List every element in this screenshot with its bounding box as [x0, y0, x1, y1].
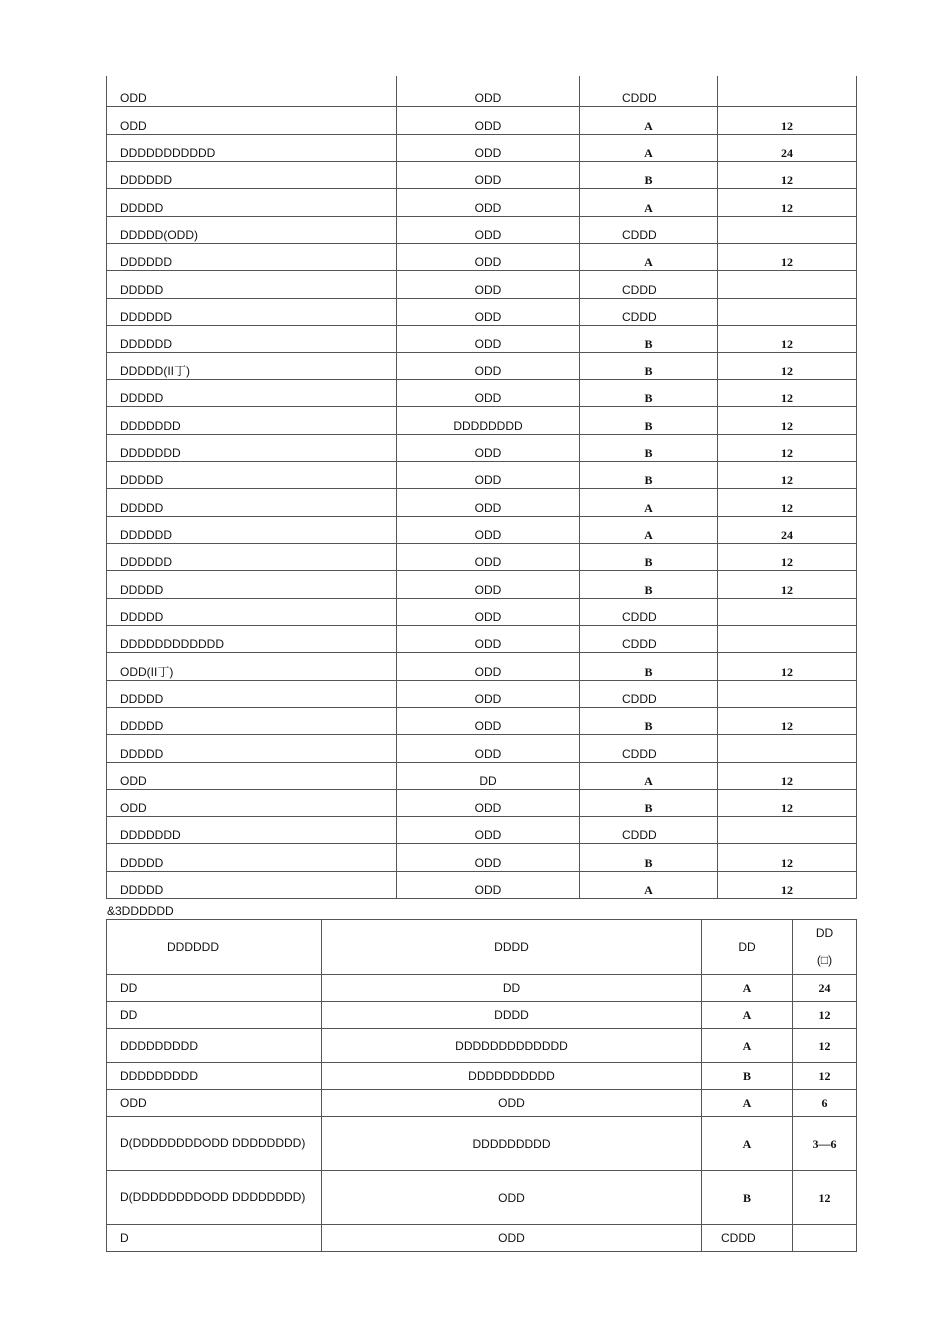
practice-level: CDDD [702, 1225, 793, 1252]
course-hours: 12 [718, 762, 857, 789]
course-name: DDDDDDD [107, 816, 397, 843]
course-hours: 12 [718, 843, 857, 871]
table-row [107, 298, 857, 325]
course-hours [718, 816, 857, 843]
course-hours: 12 [718, 434, 857, 461]
course-name: DDDDD [107, 680, 397, 707]
course-level: B [580, 161, 718, 188]
course-type: ODD [397, 188, 580, 216]
course-name: DDDDDD [107, 516, 397, 543]
table-row [107, 707, 857, 734]
practice-name: ODD [107, 1090, 322, 1117]
course-level: B [580, 461, 718, 488]
table-row [107, 488, 857, 516]
table-row [107, 652, 857, 680]
course-hours: 12 [718, 871, 857, 898]
practice-hours: 12 [793, 1002, 857, 1029]
table-row [107, 1225, 857, 1252]
table-row [107, 379, 857, 406]
course-type: ODD [397, 379, 580, 406]
course-level: CDDD [580, 298, 718, 325]
course-level: A [580, 243, 718, 270]
course-name: DDDDDDDDDDD [107, 134, 397, 161]
course-type: ODD [397, 734, 580, 762]
table-row [107, 1063, 857, 1090]
course-name: DDDDD [107, 707, 397, 734]
course-level: CDDD [580, 816, 718, 843]
header-name: DDDDDD [107, 920, 322, 975]
course-name: ODD [107, 76, 397, 106]
table-row [107, 76, 857, 106]
course-name: DDDDDD [107, 243, 397, 270]
practice-hours: 12 [793, 1171, 857, 1225]
course-type: ODD [397, 816, 580, 843]
course-hours [718, 680, 857, 707]
course-hours [718, 216, 857, 243]
course-type: ODD [397, 106, 580, 134]
course-type: ODD [397, 488, 580, 516]
course-name: DDDDD [107, 843, 397, 871]
practice-type: ODD [322, 1090, 702, 1117]
practice-level: A [702, 975, 793, 1002]
header-hours [793, 920, 857, 975]
table-row [107, 161, 857, 188]
table-row [107, 871, 857, 898]
course-type: ODD [397, 789, 580, 816]
course-level: B [580, 543, 718, 570]
course-name: ODD [107, 106, 397, 134]
course-name: DDDDD(II丁) [107, 352, 397, 379]
practice-type: ODD [322, 1171, 702, 1225]
table-row [107, 789, 857, 816]
course-name: DDDDDDDDDDDD [107, 625, 397, 652]
table-row [107, 216, 857, 243]
table-row [107, 434, 857, 461]
practice-hours: 6 [793, 1090, 857, 1117]
course-type: ODD [397, 161, 580, 188]
header-hours-line1: DD [815, 926, 834, 940]
practice-type: DDDD [322, 1002, 702, 1029]
course-level: CDDD [580, 734, 718, 762]
practice-type: DDDDDDDDD [322, 1117, 702, 1171]
practice-name: DD [107, 1002, 322, 1029]
course-table [106, 76, 857, 899]
course-hours [718, 598, 857, 625]
course-name: DDDDD(ODD) [107, 216, 397, 243]
course-name: ODD(II丁) [107, 652, 397, 680]
table-row [107, 325, 857, 352]
course-level: B [580, 434, 718, 461]
course-hours: 12 [718, 243, 857, 270]
course-name: DDDDD [107, 488, 397, 516]
course-type: ODD [397, 516, 580, 543]
course-level: A [580, 106, 718, 134]
course-type: ODD [397, 707, 580, 734]
practice-type: ODD [322, 1225, 702, 1252]
course-level: CDDD [580, 598, 718, 625]
course-hours: 12 [718, 570, 857, 598]
course-level: B [580, 843, 718, 871]
course-name: DDDDDD [107, 161, 397, 188]
practice-level: A [702, 1029, 793, 1063]
course-hours: 12 [718, 188, 857, 216]
table-row [107, 843, 857, 871]
course-level: B [580, 379, 718, 406]
course-name: ODD [107, 789, 397, 816]
practice-name: DDDDDDDDD [107, 1029, 322, 1063]
course-name: DDDDD [107, 570, 397, 598]
course-hours: 12 [718, 352, 857, 379]
course-level: B [580, 707, 718, 734]
table-row [107, 975, 857, 1002]
course-hours: 12 [718, 789, 857, 816]
table-row [107, 1090, 857, 1117]
header-hours-line2: (□) [816, 953, 833, 967]
course-hours [718, 270, 857, 298]
table-row [107, 406, 857, 434]
table-row [107, 352, 857, 379]
table-row [107, 1117, 857, 1171]
course-level: B [580, 325, 718, 352]
course-name: DDDDDD [107, 325, 397, 352]
course-type: ODD [397, 134, 580, 161]
practice-name: DD [107, 975, 322, 1002]
practice-level: A [702, 1117, 793, 1171]
table-row [107, 543, 857, 570]
table-row [107, 598, 857, 625]
header-type: DDDD [322, 920, 702, 975]
course-level: A [580, 516, 718, 543]
course-type: ODD [397, 461, 580, 488]
table-row [107, 570, 857, 598]
table-row [107, 106, 857, 134]
course-hours: 12 [718, 161, 857, 188]
course-type: ODD [397, 871, 580, 898]
course-type: ODD [397, 434, 580, 461]
course-name: ODD [107, 762, 397, 789]
course-name: DDDDD [107, 379, 397, 406]
practice-level: B [702, 1171, 793, 1225]
practice-level: B [702, 1063, 793, 1090]
practice-name: D [107, 1225, 322, 1252]
course-name: DDDDDDD [107, 434, 397, 461]
course-level: CDDD [580, 216, 718, 243]
practice-hours: 12 [793, 1029, 857, 1063]
course-level: A [580, 188, 718, 216]
course-hours [718, 298, 857, 325]
course-type: ODD [397, 270, 580, 298]
course-hours [718, 76, 857, 106]
table-row [107, 243, 857, 270]
practice-name: DDDDDDDDD [107, 1063, 322, 1090]
course-type: ODD [397, 543, 580, 570]
practice-name: D(DDDDDDDDODD DDDDDDDD) [107, 1117, 322, 1171]
course-level: CDDD [580, 76, 718, 106]
table-row [107, 1002, 857, 1029]
course-hours: 12 [718, 652, 857, 680]
table-row [107, 680, 857, 707]
course-hours: 12 [718, 325, 857, 352]
table-row [107, 816, 857, 843]
practice-type: DDDDDDDDDD [322, 1063, 702, 1090]
course-name: DDDDD [107, 871, 397, 898]
course-level: A [580, 871, 718, 898]
course-type: ODD [397, 680, 580, 707]
table-row [107, 516, 857, 543]
course-type: ODD [397, 625, 580, 652]
course-hours: 12 [718, 707, 857, 734]
course-type: DDDDDDDD [397, 406, 580, 434]
course-level: B [580, 652, 718, 680]
practice-level: A [702, 1002, 793, 1029]
course-level: CDDD [580, 270, 718, 298]
course-hours [718, 734, 857, 762]
course-name: DDDDD [107, 461, 397, 488]
practice-hours: 3—6 [793, 1117, 857, 1171]
course-level: B [580, 352, 718, 379]
table-row [107, 461, 857, 488]
table-row [107, 188, 857, 216]
practice-name: D(DDDDDDDDODD DDDDDDDD) [107, 1171, 322, 1225]
header-level: DD [702, 920, 793, 975]
course-level: CDDD [580, 625, 718, 652]
course-level: CDDD [580, 680, 718, 707]
table-header-row [107, 920, 857, 975]
practice-hours [793, 1225, 857, 1252]
practice-type: DD [322, 975, 702, 1002]
course-type: ODD [397, 76, 580, 106]
course-name: DDDDDDD [107, 406, 397, 434]
course-level: A [580, 488, 718, 516]
course-type: ODD [397, 216, 580, 243]
course-hours: 12 [718, 406, 857, 434]
course-level: B [580, 570, 718, 598]
course-name: DDDDD [107, 598, 397, 625]
table-row [107, 1029, 857, 1063]
course-hours: 24 [718, 516, 857, 543]
course-type: ODD [397, 325, 580, 352]
course-level: B [580, 789, 718, 816]
course-type: ODD [397, 352, 580, 379]
course-type: ODD [397, 843, 580, 871]
section-caption: &3DDDDDD [107, 904, 174, 918]
course-hours: 24 [718, 134, 857, 161]
course-level: B [580, 406, 718, 434]
course-name: DDDDDD [107, 543, 397, 570]
practice-table [106, 919, 857, 1252]
course-hours: 12 [718, 379, 857, 406]
practice-type: DDDDDDDDDDDDD [322, 1029, 702, 1063]
practice-hours: 24 [793, 975, 857, 1002]
course-name: DDDDD [107, 270, 397, 298]
course-type: DD [397, 762, 580, 789]
practice-hours: 12 [793, 1063, 857, 1090]
course-type: ODD [397, 652, 580, 680]
course-level: A [580, 762, 718, 789]
table-row [107, 734, 857, 762]
table-row [107, 134, 857, 161]
course-name: DDDDDD [107, 298, 397, 325]
course-type: ODD [397, 598, 580, 625]
course-hours: 12 [718, 488, 857, 516]
course-type: ODD [397, 243, 580, 270]
table-row [107, 762, 857, 789]
course-hours: 12 [718, 106, 857, 134]
course-type: ODD [397, 570, 580, 598]
practice-level: A [702, 1090, 793, 1117]
course-name: DDDDD [107, 734, 397, 762]
course-hours: 12 [718, 461, 857, 488]
table-row [107, 1171, 857, 1225]
course-type: ODD [397, 298, 580, 325]
course-hours: 12 [718, 543, 857, 570]
course-name: DDDDD [107, 188, 397, 216]
course-hours [718, 625, 857, 652]
table-row [107, 270, 857, 298]
course-level: A [580, 134, 718, 161]
table-row [107, 625, 857, 652]
